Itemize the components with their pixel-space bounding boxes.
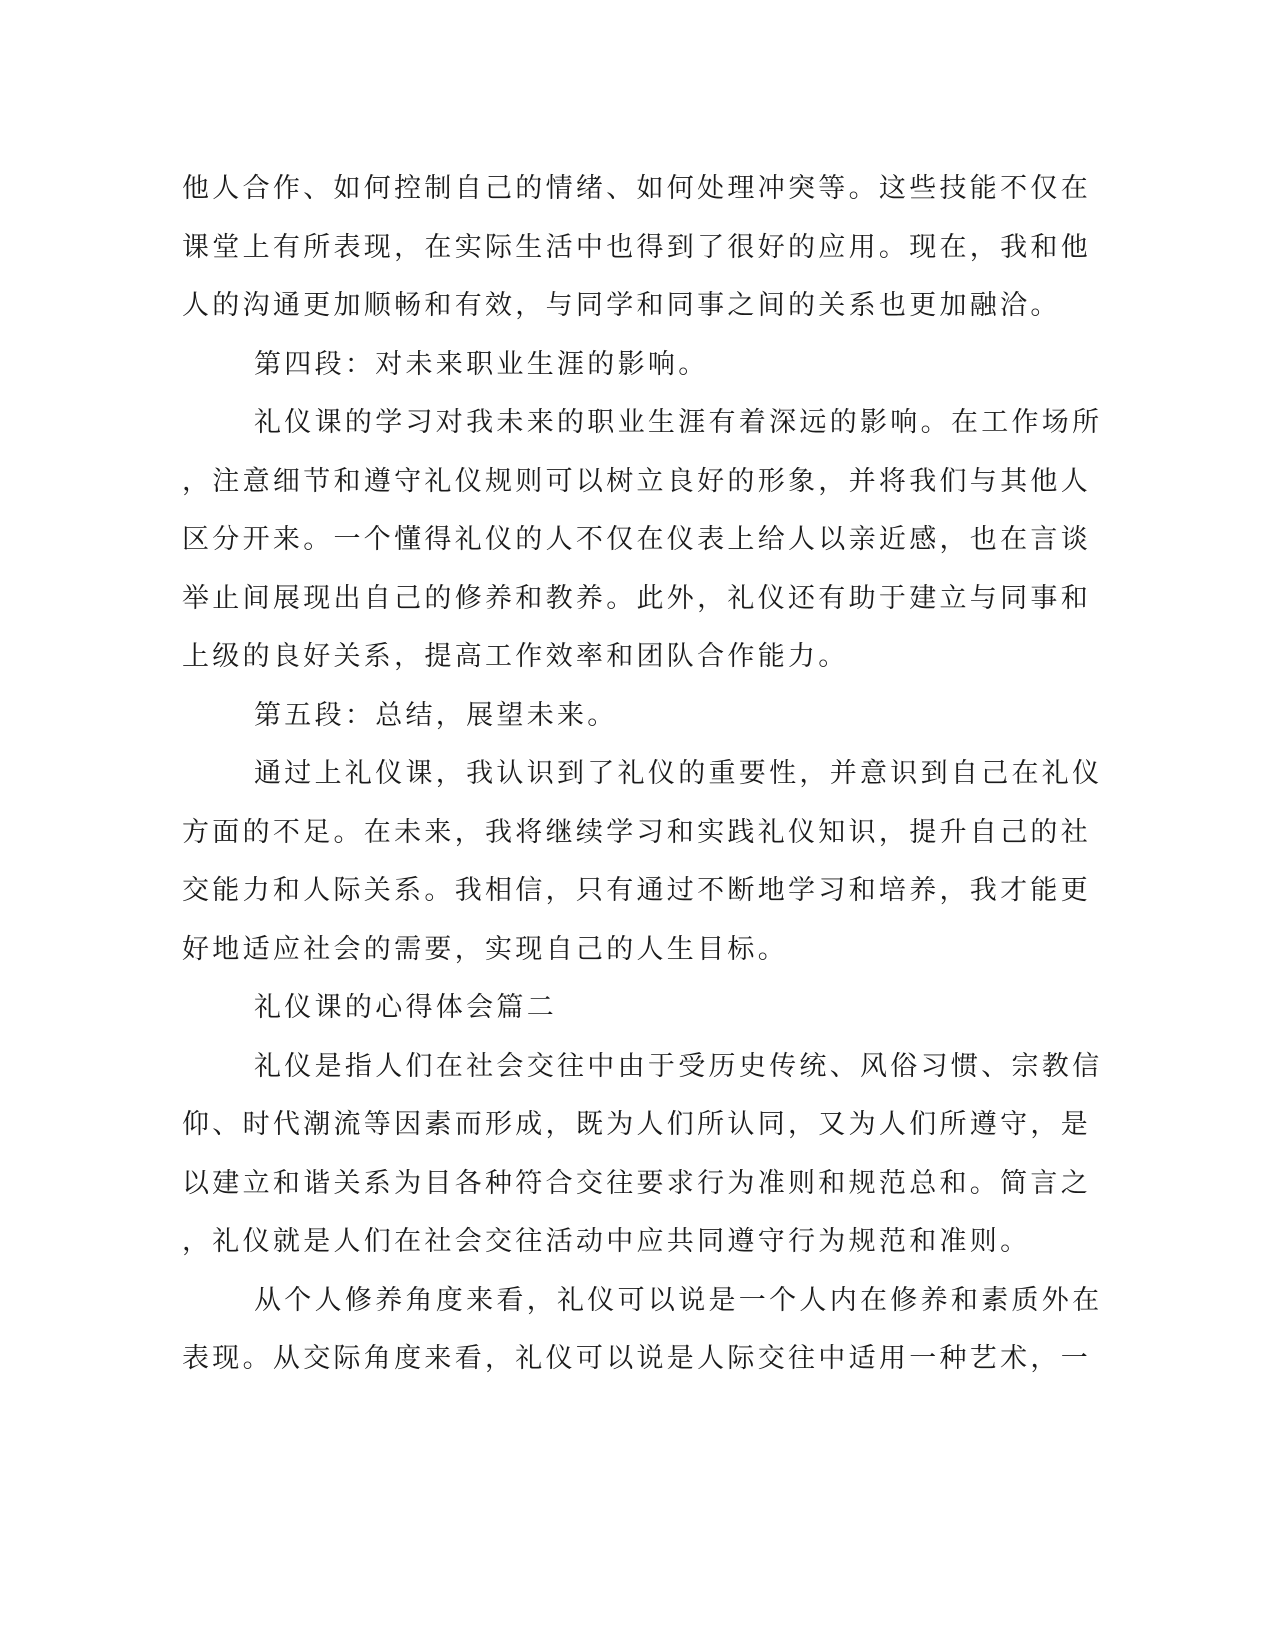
text-line: 方面的不足。在未来，我将继续学习和实践礼仪知识，提升自己的社 (182, 816, 1091, 848)
text-line: 交能力和人际关系。我相信，只有通过不断地学习和培养，我才能更 (182, 875, 1091, 906)
text-line: 人的沟通更加顺畅和有效，与同学和同事之间的关系也更加融洽。 (182, 290, 1061, 321)
text-line: 从个人修养角度来看，礼仪可以说是一个人内在修养和素质外在 (254, 1284, 1103, 1316)
text-line: 上级的良好关系，提高工作效率和团队合作能力。 (182, 641, 849, 672)
text-line: 好地适应社会的需要，实现自己的人生目标。 (182, 933, 788, 965)
text-line: 通过上礼仪课，我认识到了礼仪的重要性，并意识到自己在礼仪 (254, 758, 1103, 789)
text-line: 课堂上有所表现，在实际生活中也得到了很好的应用。现在，我和他 (182, 231, 1091, 263)
text-line: 以建立和谐关系为目各种符合交往要求行为准则和规范总和。简言之 (182, 1167, 1091, 1199)
text-line: ，礼仪就是人们在社会交往活动中应共同遵守行为规范和准则。 (182, 1226, 1031, 1257)
text-line: 礼仪课的学习对我未来的职业生涯有着深远的影响。在工作场所 (254, 407, 1103, 438)
document-body (182, 160, 1103, 1389)
text-line: 第五段：总结，展望未来。 (254, 699, 618, 731)
text-line: 区分开来。一个懂得礼仪的人不仅在仪表上给人以亲近感，也在言谈 (182, 524, 1091, 555)
text-line: 举止间展现出自己的修养和教养。此外，礼仪还有助于建立与同事和 (182, 582, 1091, 614)
text-line: 第四段：对未来职业生涯的影响。 (254, 348, 709, 380)
text-line: 表现。从交际角度来看，礼仪可以说是人际交往中适用一种艺术，一 (182, 1343, 1091, 1374)
text-line: 礼仪课的心得体会篇二 (254, 992, 557, 1023)
text-line: 仰、时代潮流等因素而形成，既为人们所认同，又为人们所遵守，是 (182, 1109, 1091, 1140)
text-line: ，注意细节和遵守礼仪规则可以树立良好的形象，并将我们与其他人 (182, 465, 1091, 497)
text-line: 他人合作、如何控制自己的情绪、如何处理冲突等。这些技能不仅在 (182, 173, 1091, 204)
text-line: 礼仪是指人们在社会交往中由于受历史传统、风俗习惯、宗教信 (254, 1050, 1103, 1082)
